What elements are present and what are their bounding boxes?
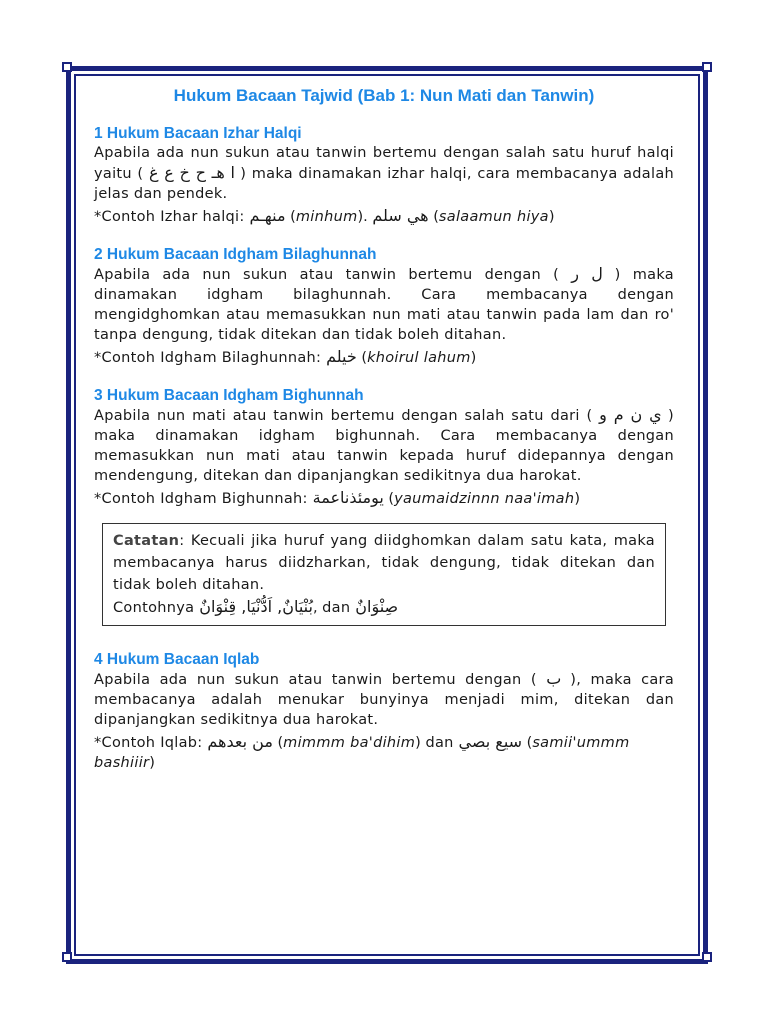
arabic-example: من بعدهم: [207, 732, 273, 751]
section-example: *Contoh Idgham Bilaghunnah: خيلم (khoirul lahum): [94, 347, 477, 366]
arabic-letters: ل ر: [571, 264, 603, 283]
section-body: Apabila ada nun sukun atau tanwin bertemu dengan salah satu huruf halqi yaitu ( ا هـ ح خ ع غ ) maka dinamakan izhar halqi, cara membacanya adalah jelas dan pendek.: [94, 145, 674, 202]
note-box: Catatan: Kecuali jika huruf yang diidghomkan dalam satu kata, maka membacanya harus diidzharkan, tidak dengung, tidak ditekan dan tidak boleh ditahan. Contohnya بُنْيَانٌ, اَدُّنْيَا, قِنْوَانٌ, dan صِنْوَانٌ: [102, 523, 666, 626]
section-iqlab: [94, 650, 674, 773]
document-content: [94, 86, 674, 791]
frame-corner-top-right: [702, 62, 712, 72]
arabic-example: يومئذناعمة: [312, 488, 384, 507]
arabic-letters: ب: [546, 669, 562, 688]
frame-corner-bottom-right: [702, 952, 712, 962]
section-izhar-halqi: [94, 124, 674, 227]
section-body: Apabila nun mati atau tanwin bertemu dengan salah satu dari ( ي ن م و ) maka dinamakan idgham bighunnah. Cara membacanya dengan memasukkan nun mati atau tanwin kepada huruf didepannya dengan mendengung, ditekan dan dipanjangkan sedikitnya dua harokat.: [94, 405, 674, 484]
frame-corner-top-left: [62, 62, 72, 72]
section-title: 4 Hukum Bacaan Iqlab: [94, 651, 260, 668]
section-title: 3 Hukum Bacaan Idgham Bighunnah: [94, 387, 364, 404]
document-title: Hukum Bacaan Tajwid (Bab 1: Nun Mati dan Tanwin): [173, 86, 595, 105]
arabic-example: سيع بصي: [458, 732, 523, 751]
arabic-example: خيلم: [326, 347, 357, 366]
arabic-letters: ا هـ ح خ ع غ: [148, 163, 235, 182]
section-body: Apabila ada nun sukun atau tanwin bertemu dengan ( ل ر ) maka dinamakan idgham bilaghunnah. Cara membacanya dengan mengidghomkan atau memasukkan nun mati atau tanwin pada lam dan ro' tanpa dengung, tidak ditekan dan tidak boleh ditahan.: [94, 264, 674, 343]
section-example: *Contoh Iqlab: من بعدهم (mimmm ba'dihim) dan سيع بصي (samii'ummm bashiiir): [94, 732, 630, 771]
arabic-example: منهـم: [249, 206, 286, 225]
arabic-example: هي سلم: [372, 206, 429, 225]
section-title: 1 Hukum Bacaan Izhar Halqi: [94, 125, 302, 142]
note-arabic-examples: بُنْيَانٌ, اَدُّنْيَا, قِنْوَانٌ: [199, 597, 313, 616]
frame-corner-bottom-left: [62, 952, 72, 962]
section-idgham-bilaghunnah: [94, 245, 674, 368]
arabic-letters: ي ن م و: [599, 405, 662, 424]
section-body: Apabila ada nun sukun atau tanwin bertemu dengan ( ب ), maka cara membacanya adalah menukar bunyinya menjadi mim, ditekan dan dipanjangkan sedikitnya dua harokat.: [94, 669, 674, 728]
note-arabic-example: صِنْوَانٌ: [355, 597, 399, 616]
note-label: Catatan: [113, 533, 180, 549]
section-idgham-bighunnah: [94, 386, 674, 509]
section-example: *Contoh Izhar halqi: منهـم (minhum). هي سلم (salaamun hiya): [94, 206, 555, 225]
section-title: 2 Hukum Bacaan Idgham Bilaghunnah: [94, 246, 377, 263]
note-example-label: Contohnya: [113, 600, 200, 616]
note-text: : Kecuali jika huruf yang diidghomkan dalam satu kata, maka membacanya harus diidzharkan, tidak dengung, tidak ditekan dan tidak boleh ditahan.: [113, 533, 655, 593]
section-example: *Contoh Idgham Bighunnah: يومئذناعمة (yaumaidzinnn naa'imah): [94, 488, 580, 507]
